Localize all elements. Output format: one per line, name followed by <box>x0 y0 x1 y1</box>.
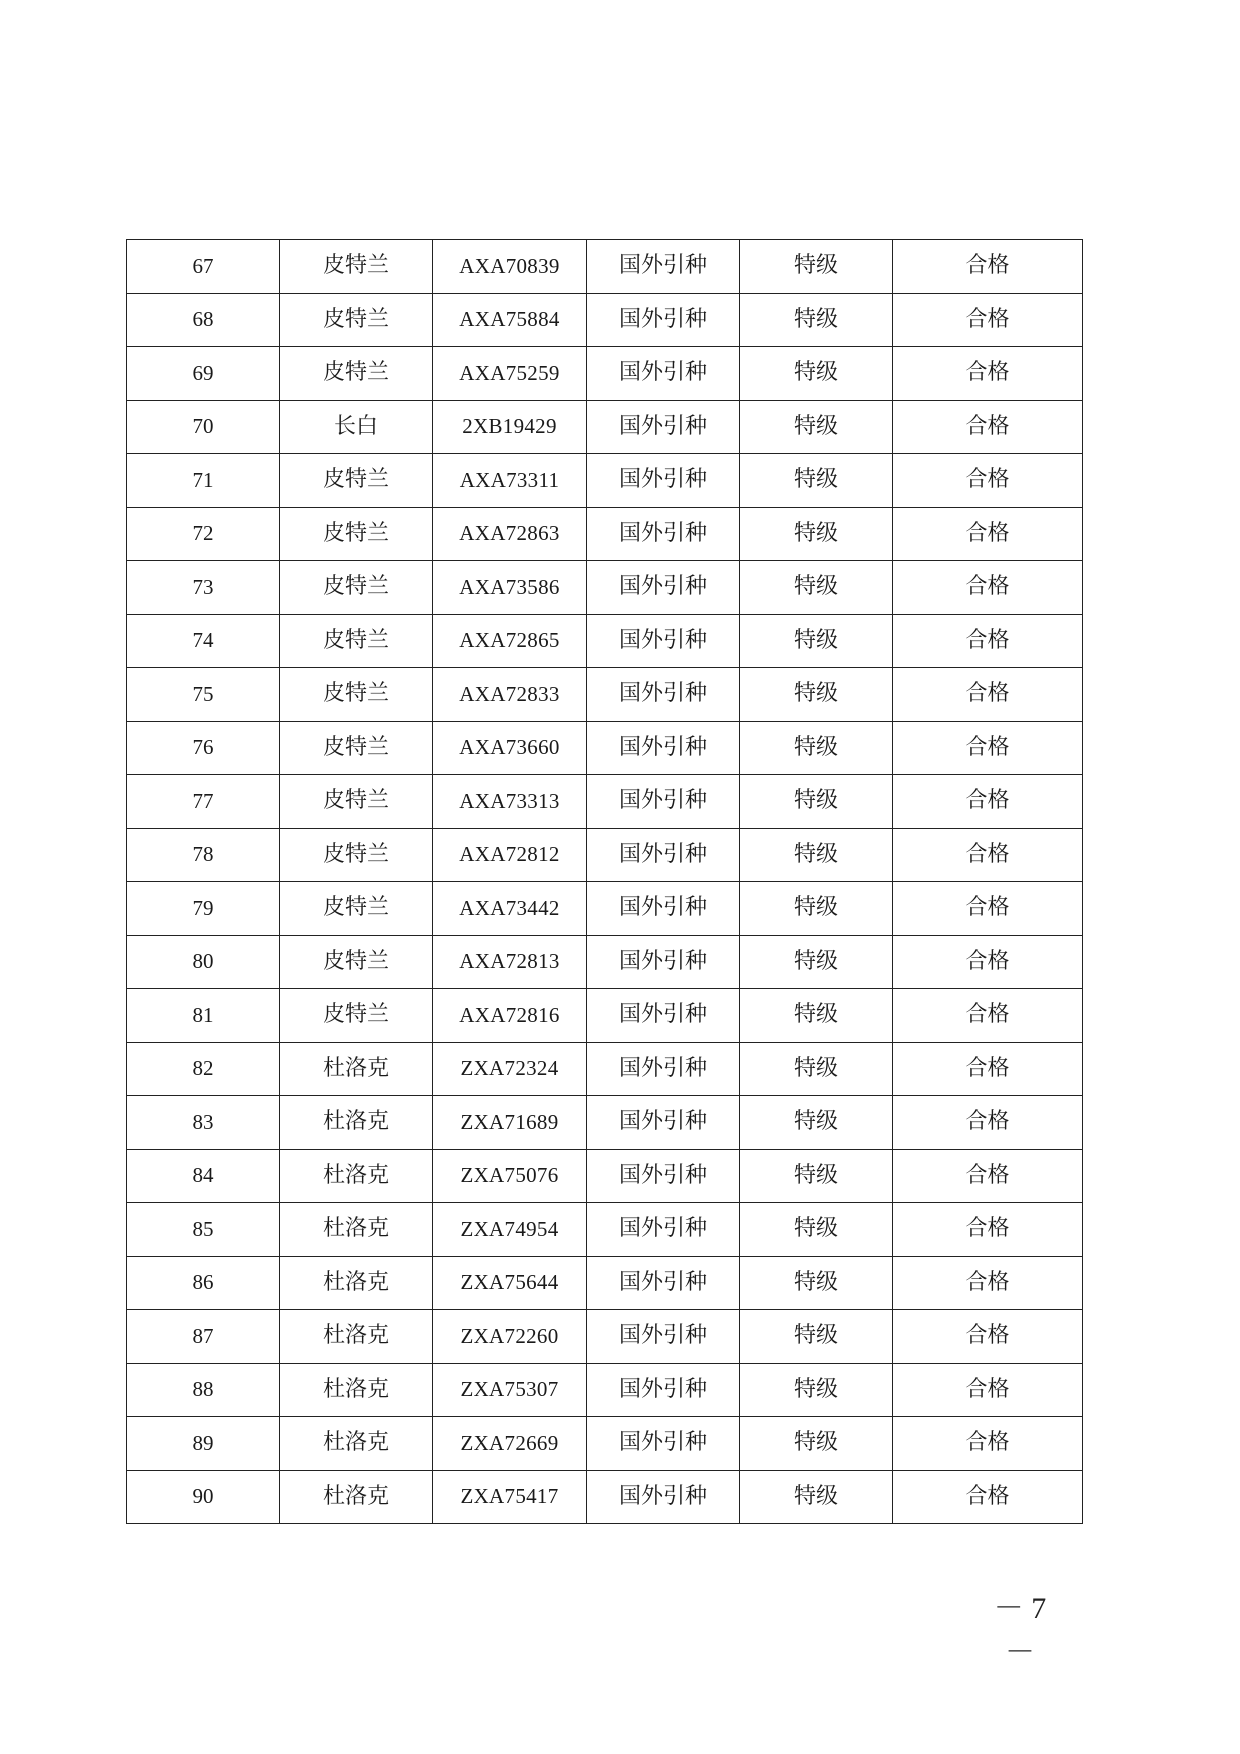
table-row <box>127 1417 1083 1471</box>
result-cell: 合格 <box>893 1096 1083 1150</box>
row-number-cell: 79 <box>127 882 280 936</box>
grade-cell: 特级 <box>740 1310 893 1364</box>
result-cell: 合格 <box>893 293 1083 347</box>
result-cell: 合格 <box>893 240 1083 294</box>
grade-cell: 特级 <box>740 882 893 936</box>
breed-cell: 皮特兰 <box>280 935 433 989</box>
result-cell: 合格 <box>893 1363 1083 1417</box>
table-row <box>127 293 1083 347</box>
source-cell: 国外引种 <box>587 721 740 775</box>
result-cell: 合格 <box>893 989 1083 1043</box>
source-cell: 国外引种 <box>587 1149 740 1203</box>
source-cell: 国外引种 <box>587 1470 740 1524</box>
row-number-cell: 88 <box>127 1363 280 1417</box>
ear-tag-cell: ZXA71689 <box>433 1096 587 1150</box>
source-cell: 国外引种 <box>587 400 740 454</box>
result-cell: 合格 <box>893 668 1083 722</box>
table-row <box>127 882 1083 936</box>
breed-cell: 皮特兰 <box>280 454 433 508</box>
table-row <box>127 1096 1083 1150</box>
result-cell: 合格 <box>893 454 1083 508</box>
breed-cell: 皮特兰 <box>280 240 433 294</box>
result-cell: 合格 <box>893 775 1083 829</box>
breed-cell: 杜洛克 <box>280 1363 433 1417</box>
ear-tag-cell: ZXA75076 <box>433 1149 587 1203</box>
breed-cell: 杜洛克 <box>280 1310 433 1364</box>
source-cell: 国外引种 <box>587 1256 740 1310</box>
table-row <box>127 1256 1083 1310</box>
source-cell: 国外引种 <box>587 668 740 722</box>
source-cell: 国外引种 <box>587 1203 740 1257</box>
table-row <box>127 721 1083 775</box>
source-cell: 国外引种 <box>587 882 740 936</box>
table-row <box>127 668 1083 722</box>
result-cell: 合格 <box>893 1203 1083 1257</box>
grade-cell: 特级 <box>740 1203 893 1257</box>
ear-tag-cell: AXA72833 <box>433 668 587 722</box>
breed-cell: 皮特兰 <box>280 775 433 829</box>
source-cell: 国外引种 <box>587 1363 740 1417</box>
ear-tag-cell: AXA72865 <box>433 614 587 668</box>
source-cell: 国外引种 <box>587 1096 740 1150</box>
source-cell: 国外引种 <box>587 454 740 508</box>
grade-cell: 特级 <box>740 721 893 775</box>
source-cell: 国外引种 <box>587 989 740 1043</box>
ear-tag-cell: 2XB19429 <box>433 400 587 454</box>
row-number-cell: 81 <box>127 989 280 1043</box>
grade-cell: 特级 <box>740 614 893 668</box>
source-cell: 国外引种 <box>587 828 740 882</box>
breed-cell: 皮特兰 <box>280 614 433 668</box>
grade-cell: 特级 <box>740 507 893 561</box>
grade-cell: 特级 <box>740 828 893 882</box>
ear-tag-cell: AXA72813 <box>433 935 587 989</box>
row-number-cell: 78 <box>127 828 280 882</box>
table-row <box>127 507 1083 561</box>
breed-cell: 长白 <box>280 400 433 454</box>
row-number-cell: 86 <box>127 1256 280 1310</box>
breed-cell: 皮特兰 <box>280 507 433 561</box>
breed-cell: 皮特兰 <box>280 882 433 936</box>
table-row <box>127 935 1083 989</box>
result-cell: 合格 <box>893 828 1083 882</box>
source-cell: 国外引种 <box>587 347 740 401</box>
result-cell: 合格 <box>893 614 1083 668</box>
breed-cell: 皮特兰 <box>280 347 433 401</box>
table-row <box>127 400 1083 454</box>
table-row <box>127 1149 1083 1203</box>
breeding-stock-table <box>126 239 1083 1524</box>
grade-cell: 特级 <box>740 1042 893 1096</box>
ear-tag-cell: ZXA72669 <box>433 1417 587 1471</box>
document-page <box>126 239 1082 1524</box>
grade-cell: 特级 <box>740 1256 893 1310</box>
ear-tag-cell: AXA72816 <box>433 989 587 1043</box>
table-row <box>127 989 1083 1043</box>
ear-tag-cell: AXA72863 <box>433 507 587 561</box>
grade-cell: 特级 <box>740 1363 893 1417</box>
table-row <box>127 561 1083 615</box>
result-cell: 合格 <box>893 347 1083 401</box>
row-number-cell: 76 <box>127 721 280 775</box>
table-row <box>127 1363 1083 1417</box>
breed-cell: 杜洛克 <box>280 1203 433 1257</box>
ear-tag-cell: AXA73311 <box>433 454 587 508</box>
row-number-cell: 77 <box>127 775 280 829</box>
result-cell: 合格 <box>893 400 1083 454</box>
row-number-cell: 75 <box>127 668 280 722</box>
source-cell: 国外引种 <box>587 293 740 347</box>
row-number-cell: 73 <box>127 561 280 615</box>
grade-cell: 特级 <box>740 561 893 615</box>
row-number-cell: 72 <box>127 507 280 561</box>
result-cell: 合格 <box>893 1417 1083 1471</box>
row-number-cell: 84 <box>127 1149 280 1203</box>
source-cell: 国外引种 <box>587 507 740 561</box>
row-number-cell: 69 <box>127 347 280 401</box>
grade-cell: 特级 <box>740 1470 893 1524</box>
breed-cell: 杜洛克 <box>280 1042 433 1096</box>
breed-cell: 皮特兰 <box>280 989 433 1043</box>
source-cell: 国外引种 <box>587 614 740 668</box>
ear-tag-cell: ZXA72324 <box>433 1042 587 1096</box>
row-number-cell: 83 <box>127 1096 280 1150</box>
result-cell: 合格 <box>893 561 1083 615</box>
grade-cell: 特级 <box>740 400 893 454</box>
breed-cell: 皮特兰 <box>280 668 433 722</box>
table-body <box>127 240 1083 1524</box>
table-row <box>127 775 1083 829</box>
breed-cell: 皮特兰 <box>280 721 433 775</box>
breed-cell: 皮特兰 <box>280 828 433 882</box>
grade-cell: 特级 <box>740 347 893 401</box>
source-cell: 国外引种 <box>587 775 740 829</box>
ear-tag-cell: ZXA75417 <box>433 1470 587 1524</box>
result-cell: 合格 <box>893 721 1083 775</box>
result-cell: 合格 <box>893 1256 1083 1310</box>
grade-cell: 特级 <box>740 1149 893 1203</box>
row-number-cell: 80 <box>127 935 280 989</box>
result-cell: 合格 <box>893 507 1083 561</box>
breed-cell: 杜洛克 <box>280 1470 433 1524</box>
table-row <box>127 828 1083 882</box>
row-number-cell: 89 <box>127 1417 280 1471</box>
ear-tag-cell: ZXA72260 <box>433 1310 587 1364</box>
ear-tag-cell: AXA73660 <box>433 721 587 775</box>
result-cell: 合格 <box>893 882 1083 936</box>
grade-cell: 特级 <box>740 1096 893 1150</box>
grade-cell: 特级 <box>740 1417 893 1471</box>
source-cell: 国外引种 <box>587 561 740 615</box>
breed-cell: 皮特兰 <box>280 293 433 347</box>
source-cell: 国外引种 <box>587 1042 740 1096</box>
ear-tag-cell: AXA70839 <box>433 240 587 294</box>
ear-tag-cell: ZXA75307 <box>433 1363 587 1417</box>
ear-tag-cell: AXA73313 <box>433 775 587 829</box>
result-cell: 合格 <box>893 935 1083 989</box>
page-number: － 7 － <box>993 1592 1047 1669</box>
ear-tag-cell: AXA73586 <box>433 561 587 615</box>
source-cell: 国外引种 <box>587 240 740 294</box>
grade-cell: 特级 <box>740 240 893 294</box>
breed-cell: 杜洛克 <box>280 1417 433 1471</box>
breed-cell: 杜洛克 <box>280 1096 433 1150</box>
table-row <box>127 1042 1083 1096</box>
row-number-cell: 85 <box>127 1203 280 1257</box>
table-row <box>127 614 1083 668</box>
grade-cell: 特级 <box>740 935 893 989</box>
result-cell: 合格 <box>893 1310 1083 1364</box>
grade-cell: 特级 <box>740 989 893 1043</box>
ear-tag-cell: AXA75884 <box>433 293 587 347</box>
table-row <box>127 454 1083 508</box>
breed-cell: 皮特兰 <box>280 561 433 615</box>
table-row <box>127 1310 1083 1364</box>
row-number-cell: 74 <box>127 614 280 668</box>
ear-tag-cell: AXA75259 <box>433 347 587 401</box>
grade-cell: 特级 <box>740 293 893 347</box>
row-number-cell: 71 <box>127 454 280 508</box>
ear-tag-cell: ZXA74954 <box>433 1203 587 1257</box>
grade-cell: 特级 <box>740 668 893 722</box>
row-number-cell: 87 <box>127 1310 280 1364</box>
source-cell: 国外引种 <box>587 935 740 989</box>
table-row <box>127 240 1083 294</box>
row-number-cell: 70 <box>127 400 280 454</box>
source-cell: 国外引种 <box>587 1310 740 1364</box>
result-cell: 合格 <box>893 1042 1083 1096</box>
ear-tag-cell: AXA73442 <box>433 882 587 936</box>
row-number-cell: 90 <box>127 1470 280 1524</box>
row-number-cell: 67 <box>127 240 280 294</box>
table-row <box>127 1470 1083 1524</box>
result-cell: 合格 <box>893 1470 1083 1524</box>
breed-cell: 杜洛克 <box>280 1149 433 1203</box>
ear-tag-cell: ZXA75644 <box>433 1256 587 1310</box>
row-number-cell: 68 <box>127 293 280 347</box>
source-cell: 国外引种 <box>587 1417 740 1471</box>
table-row <box>127 347 1083 401</box>
table-row <box>127 1203 1083 1257</box>
row-number-cell: 82 <box>127 1042 280 1096</box>
breed-cell: 杜洛克 <box>280 1256 433 1310</box>
grade-cell: 特级 <box>740 454 893 508</box>
result-cell: 合格 <box>893 1149 1083 1203</box>
ear-tag-cell: AXA72812 <box>433 828 587 882</box>
grade-cell: 特级 <box>740 775 893 829</box>
